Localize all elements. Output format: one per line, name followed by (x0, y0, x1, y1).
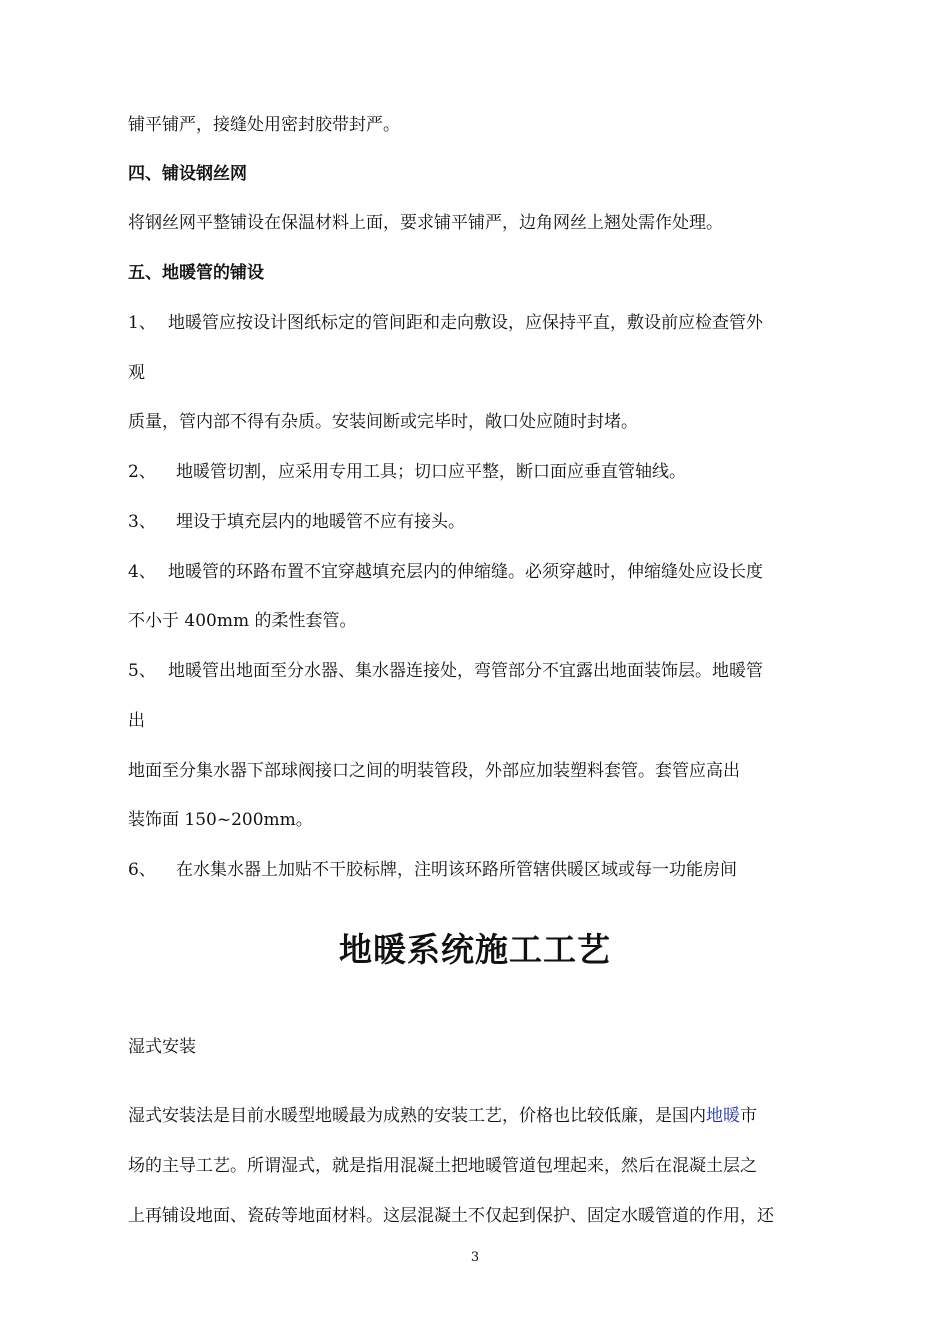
list-item (128, 859, 828, 881)
list-item-text: 在水集水器上加贴不干胶标牌，注明该环路所管辖供暖区域或每一功能房间 (176, 860, 737, 880)
list-item (128, 561, 828, 583)
list-item-text: 地暖管出地面至分水器、集水器连接处，弯管部分不宜露出地面装饰层。地暖管 (168, 661, 763, 681)
list-item-number: 4、 (128, 562, 156, 582)
text-line: 铺平铺严，接缝处用密封胶带封严。 (128, 115, 400, 135)
list-item (128, 660, 828, 682)
list-item (128, 511, 828, 533)
text-line: 将钢丝网平整铺设在保温材料上面，要求铺平铺严，边角网丝上翘处需作处理。 (128, 213, 723, 233)
list-item-number: 3、 (128, 512, 156, 532)
list-item-text: 地暖管应按设计图纸标定的管间距和走向敷设，应保持平直，敷设前应检查管外 (168, 313, 763, 333)
list-item-continuation: 不小于 400mm 的柔性套管。 (128, 611, 357, 631)
section-heading-5: 五、地暖管的铺设 (128, 263, 264, 283)
list-item-text: 地暖管切割，应采用专用工具；切口应平整，断口面应垂直管轴线。 (176, 462, 686, 482)
list-item-number: 2、 (128, 462, 156, 482)
list-item-text: 地暖管的环路布置不宜穿越填充层内的伸缩缝。必须穿越时，伸缩缝处应设长度 (168, 562, 763, 582)
list-item (128, 312, 828, 334)
list-item-number: 6、 (128, 860, 156, 880)
list-item-continuation: 观 (128, 363, 145, 383)
list-item-text: 埋设于填充层内的地暖管不应有接头。 (176, 512, 465, 532)
list-item-number: 1、 (128, 313, 156, 333)
list-item-continuation: 质量，管内部不得有杂质。安装间断或完毕时，敞口处应随时封堵。 (128, 412, 638, 432)
list-item-continuation: 出 (128, 711, 145, 731)
floor-heating-link[interactable]: 地暖 (706, 1106, 740, 1126)
list-item-continuation: 地面至分集水器下部球阀接口之间的明装管段，外部应加装塑料套管。套管应高出 (128, 761, 740, 781)
page-number: 3 (470, 1250, 480, 1265)
paragraph-line (128, 1105, 828, 1127)
list-item (128, 461, 828, 483)
paragraph-text: 市 (740, 1106, 757, 1126)
section-heading-4: 四、铺设钢丝网 (128, 164, 247, 184)
document-title: 地暖系统施工工艺 (339, 930, 611, 969)
subheading: 湿式安装 (128, 1037, 196, 1057)
list-item-number: 5、 (128, 661, 156, 681)
paragraph-line: 场的主导工艺。所谓湿式，就是指用混凝土把地暖管道包埋起来，然后在混凝土层之 (128, 1156, 757, 1176)
paragraph-text: 湿式安装法是目前水暖型地暖最为成熟的安装工艺，价格也比较低廉，是国内 (128, 1106, 706, 1126)
paragraph-line: 上再铺设地面、瓷砖等地面材料。这层混凝土不仅起到保护、固定水暖管道的作用，还 (128, 1206, 774, 1226)
list-item-continuation: 装饰面 150~200mm。 (128, 810, 313, 830)
